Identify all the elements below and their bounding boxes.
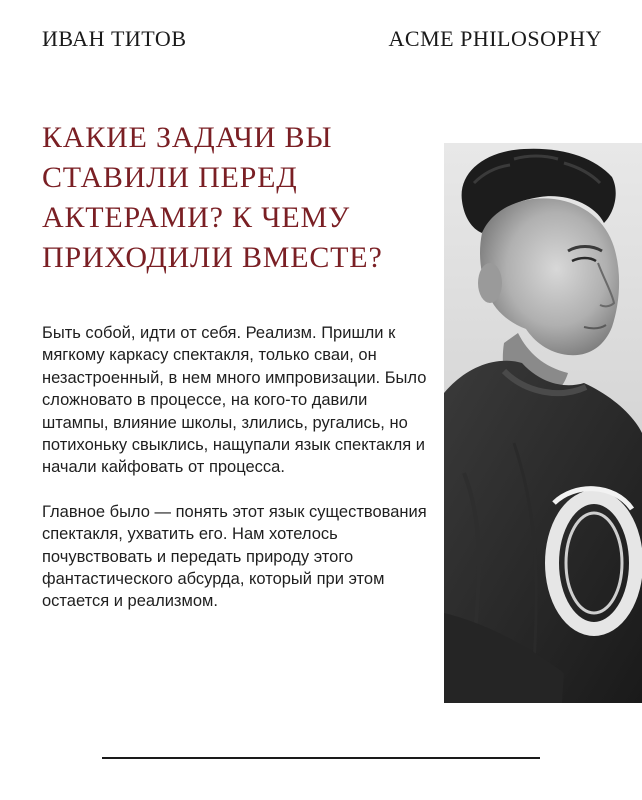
page-header — [0, 26, 642, 56]
answer-paragraph: Главное было — понять этот язык существования спектакля, ухватить его. Нам хотелось почувствовать и передать природу этого фантастического абсурда, который при этом остается и реализмом. — [42, 502, 427, 611]
answer-paragraph: Быть собой, идти от себя. Реализм. Пришли к мягкому каркасу спектакля, только сваи, он незастроенный, в нем много импровизации. Было сложновато в процессе, на кого-то давили штампы, влияние школы, злились, ругались, но потихоньку свыклись, нащупали язык спектакля и начали кайфовать от процесса. — [42, 324, 427, 477]
interview-answer — [42, 322, 432, 635]
portrait-photo — [444, 143, 642, 703]
brand-name: ACME PHILOSOPHY — [388, 26, 602, 51]
author-name: ИВАН ТИТОВ — [42, 26, 187, 51]
bottom-divider — [102, 757, 540, 759]
interview-question: КАКИЕ ЗАДАЧИ ВЫ СТАВИЛИ ПЕРЕД АКТЕРАМИ? К ЧЕМУ ПРИХОДИЛИ ВМЕСТЕ? — [42, 121, 383, 274]
